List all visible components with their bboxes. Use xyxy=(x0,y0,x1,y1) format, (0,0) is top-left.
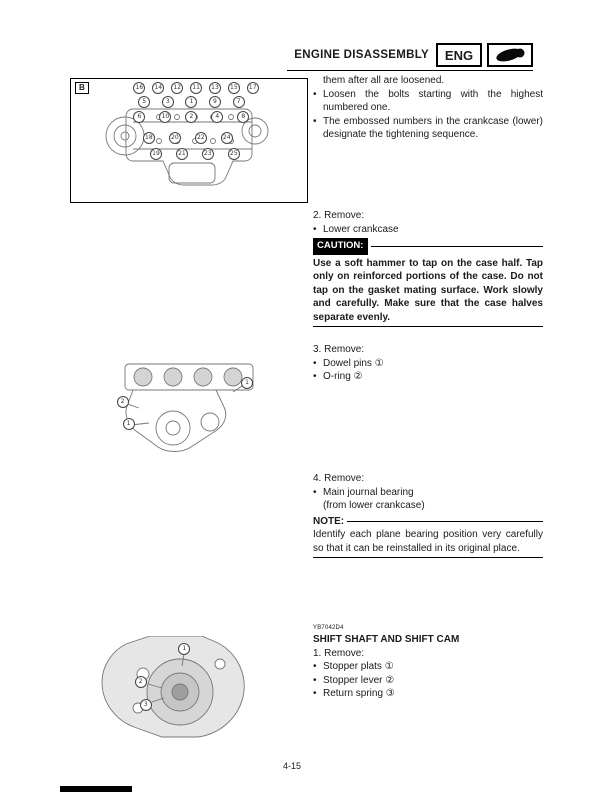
callout-layer xyxy=(71,79,307,202)
figure-callout: 12 xyxy=(171,82,183,94)
step-3-remove xyxy=(313,343,543,384)
registration-mark xyxy=(60,786,132,792)
callout-layer xyxy=(88,636,263,741)
figure-callout: 2 xyxy=(135,676,147,688)
engine-cylinder-icon-art xyxy=(492,47,528,63)
note-row xyxy=(313,515,543,529)
header-rule xyxy=(287,70,533,71)
note-rule xyxy=(347,521,543,522)
caution-text: Use a soft hammer to tap on the case half. Tap only on reinforced portions of the case. Do not tap on the gasket mating surface. Work slowly and carefully. Make sure that the case halves separate evenly. xyxy=(313,257,543,323)
figure-callout: 3 xyxy=(162,96,174,108)
caution-rule xyxy=(371,246,543,247)
figure-code: YB7042D4 xyxy=(313,625,344,631)
figure-callout: 2 xyxy=(185,111,197,123)
paragraph-continuation: them after all are loosened. xyxy=(323,75,445,86)
figure-callout: 4 xyxy=(211,111,223,123)
bullet-item: • Lower crankcase xyxy=(313,223,543,237)
note-text: Identify each plane bearing position very carefully so that it can be reinstalled in its original place. xyxy=(313,529,543,554)
bullet-item: • O-ring ② xyxy=(313,370,543,384)
bullet-item: • Dowel pins ① xyxy=(313,357,543,371)
figure-callout: 20 xyxy=(169,132,181,144)
figure-callout: 1 xyxy=(241,377,253,389)
figure-callout: 23 xyxy=(202,148,214,160)
figure-callout: 10 xyxy=(159,111,171,123)
note-label: NOTE: xyxy=(313,515,345,527)
page-header xyxy=(287,42,533,68)
shift-shaft-section xyxy=(313,624,543,701)
bullet-item: • Return spring ③ xyxy=(313,687,543,701)
bullet-item: • Stopper plats ① xyxy=(313,660,543,674)
section-rule xyxy=(313,326,543,327)
callout-layer xyxy=(115,358,265,463)
page-number: 4-15 xyxy=(283,761,302,771)
figure-callout: 22 xyxy=(195,132,207,144)
figure-callout: 2 xyxy=(117,396,129,408)
step-title: 1. Remove: xyxy=(313,647,365,659)
bullet-item: • Stopper lever ② xyxy=(313,674,543,688)
section-title: SHIFT SHAFT AND SHIFT CAM xyxy=(313,634,460,645)
figure-callout: 19 xyxy=(150,148,162,160)
step-title: 2. Remove: xyxy=(313,210,365,221)
page-title: ENGINE DISASSEMBLY xyxy=(294,49,429,61)
figure-callout: 1 xyxy=(178,643,190,655)
text-block-loosen xyxy=(313,74,543,142)
figure-callout: 14 xyxy=(152,82,164,94)
figure-callout: 5 xyxy=(138,96,150,108)
figure-callout: 6 xyxy=(133,111,145,123)
figure-callout: 18 xyxy=(143,132,155,144)
bullet-item: • Main journal bearing xyxy=(313,486,543,500)
bullet-continuation: (from lower crankcase) xyxy=(323,500,425,511)
figure-callout: 9 xyxy=(209,96,221,108)
figure-callout: 17 xyxy=(247,82,259,94)
figure-callout: 13 xyxy=(209,82,221,94)
figure-callout: 25 xyxy=(228,148,240,160)
section-badge-eng: ENG xyxy=(436,43,482,67)
caution-row xyxy=(313,238,543,255)
figure-callout: 16 xyxy=(133,82,145,94)
engine-cylinder-icon xyxy=(487,43,533,67)
figure-callout: 1 xyxy=(185,96,197,108)
figure-crankcase-bolt-sequence xyxy=(70,78,308,203)
step-title: 4. Remove: xyxy=(313,473,365,484)
figure-callout: 15 xyxy=(228,82,240,94)
bullet-item: • The embossed numbers in the crankcase (lower) designate the tightening sequence. xyxy=(313,115,543,142)
figure-dowel-pins-oring xyxy=(115,358,265,463)
bullet-item: • Loosen the bolts starting with the highest numbered one. xyxy=(313,88,543,115)
step-title: 3. Remove: xyxy=(313,344,365,355)
figure-shift-shaft xyxy=(88,636,263,741)
section-rule xyxy=(313,557,543,558)
figure-callout: 7 xyxy=(233,96,245,108)
step-4-remove xyxy=(313,472,543,558)
figure-callout: 11 xyxy=(190,82,202,94)
figure-callout: 21 xyxy=(176,148,188,160)
figure-callout: 24 xyxy=(221,132,233,144)
step-2-remove xyxy=(313,209,543,327)
figure-callout: 3 xyxy=(140,699,152,711)
caution-label: CAUTION: xyxy=(313,238,368,255)
figure-callout: 8 xyxy=(237,111,249,123)
figure-callout: 1 xyxy=(123,418,135,430)
figure-label: B xyxy=(75,82,89,94)
